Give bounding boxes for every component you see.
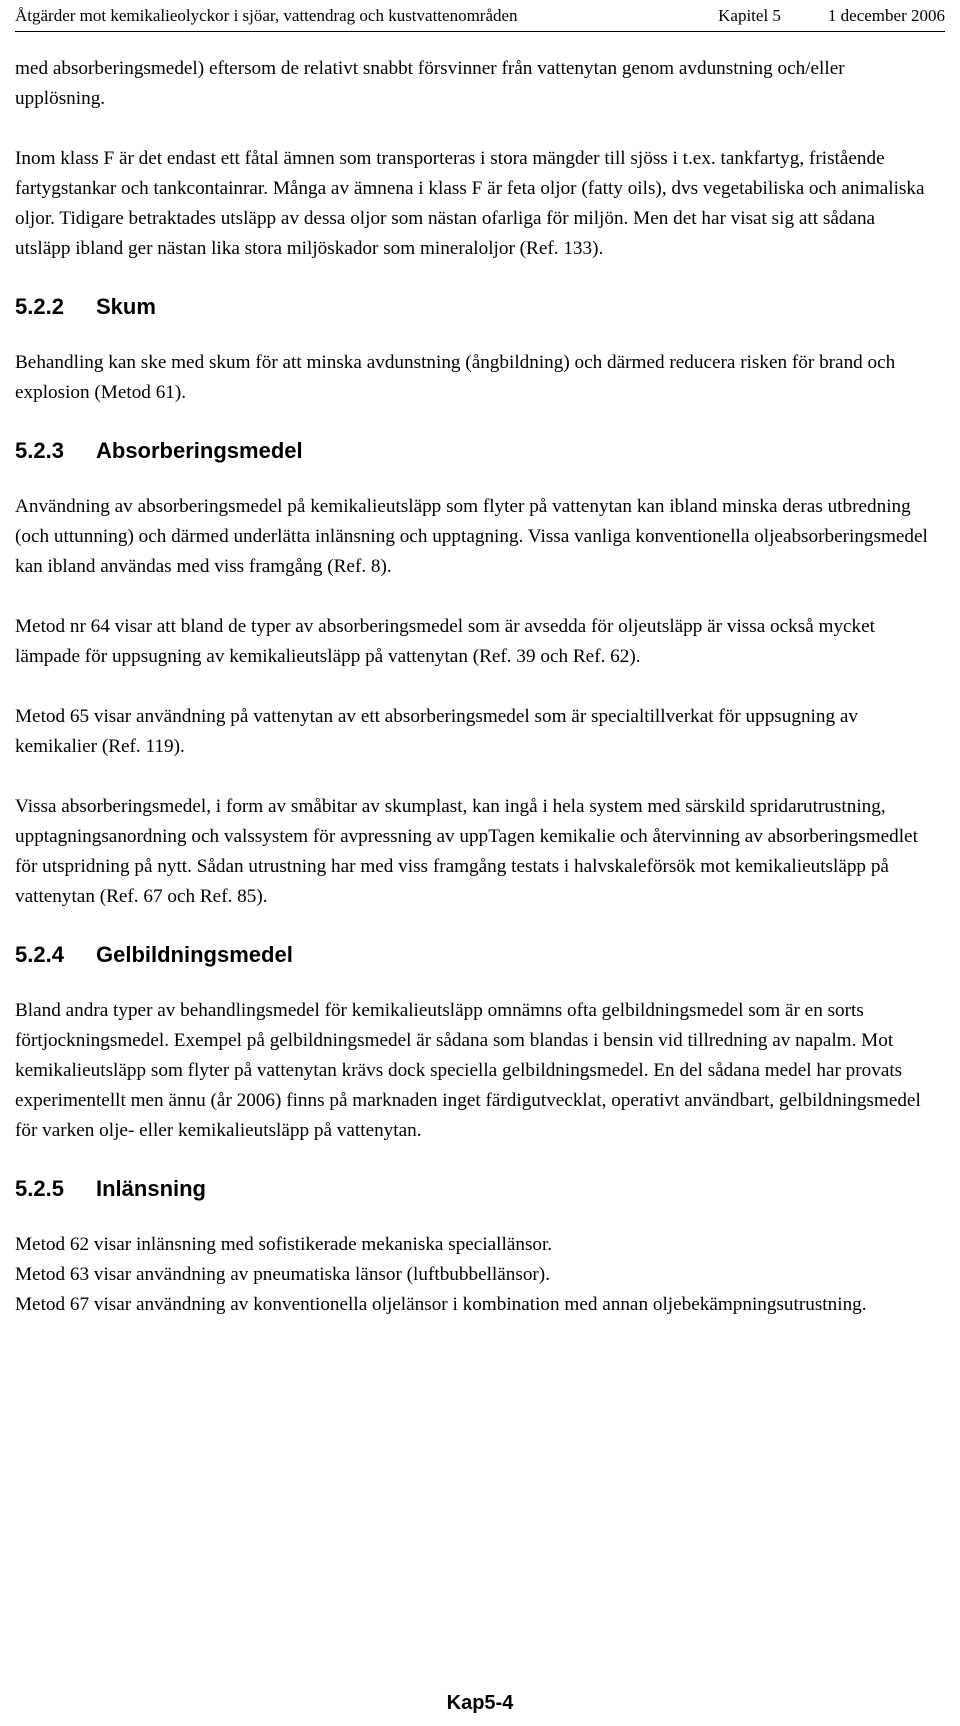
paragraph: Bland andra typer av behandlingsmedel för kemikalieutsläpp omnämns ofta gelbildningsmedel som är en sorts förtjockningsmedel. Exempel på gelbildningsmedel är sådana som blandas i bensin vid tillredning av napalm. Mot kemikalieutsläpp som flyter på vattenytan krävs dock speciella gelbildningsmedel. En del sådana medel har provats experimentellt men ännu (år 2006) finns på marknaden inget färdigutvecklat, operativt användbart, gelbildningsmedel för varken olje- eller kemikalieutsläpp på vattenytan. <box>15 1000 921 1141</box>
body-text <box>15 54 931 1320</box>
paragraph: med absorberingsmedel) eftersom de relativt snabbt försvinner från vattenytan genom avdunstning och/eller upplösning. <box>15 58 845 109</box>
page-header <box>15 2 945 30</box>
paragraph: Metod nr 64 visar att bland de typer av absorberingsmedel som är avsedda för oljeutsläpp är vissa också mycket lämpade för uppsugning av kemikalieutsläpp på vattenytan (Ref. 39 och Ref. 62). <box>15 616 875 667</box>
section-title: Inlänsning <box>96 1176 206 1201</box>
section-number: 5.2.5 <box>15 1176 64 1201</box>
header-document-title: Åtgärder mot kemikalieolyckor i sjöar, vattendrag och kustvattenområden <box>15 6 518 25</box>
section-heading-gelbildningsmedel <box>15 942 931 968</box>
header-divider <box>15 31 945 32</box>
paragraph: Behandling kan ske med skum för att minska avdunstning (ångbildning) och därmed reducera risken för brand och explosion (Metod 61). <box>15 352 896 403</box>
header-chapter: Kapitel 5 <box>718 6 781 25</box>
section-heading-skum <box>15 294 931 320</box>
method-line: Metod 67 visar användning av konventionella oljelänsor i kombination med annan oljebekämpningsutrustning. <box>15 1294 867 1315</box>
section-title: Skum <box>96 294 156 319</box>
paragraph: Användning av absorberingsmedel på kemikalieutsläpp som flyter på vattenytan kan ibland minska deras utbredning (och uttunning) och därmed underlätta inlänsning och upptagning. Vissa vanliga konventionella oljeabsorberingsmedel kan ibland användas med viss framgång (Ref. 8). <box>15 496 928 577</box>
method-line: Metod 63 visar användning av pneumatiska länsor (luftbubbellänsor). <box>15 1264 550 1285</box>
page-number: Kap5-4 <box>446 1692 514 1714</box>
section-title: Gelbildningsmedel <box>96 942 293 967</box>
section-heading-inlansning <box>15 1176 931 1202</box>
paragraph: Metod 65 visar användning på vattenytan av ett absorberingsmedel som är specialtillverkat för uppsugning av kemikalier (Ref. 119). <box>15 706 858 757</box>
paragraph: Inom klass F är det endast ett fåtal ämnen som transporteras i stora mängder till sjöss i t.ex. tankfartyg, fristående fartygstankar och tankcontainrar. Många av ämnena i klass F är feta oljor (fatty oils), dvs vegetabiliska och animaliska oljor. Tidigare betraktades utsläpp av dessa oljor som nästan ofarliga för miljön. Men det har visat sig att sådana utsläpp ibland ger nästan lika stora miljöskador som mineraloljor (Ref. 133). <box>15 148 925 259</box>
section-heading-absorberingsmedel <box>15 438 931 464</box>
section-number: 5.2.4 <box>15 942 64 967</box>
section-number: 5.2.2 <box>15 294 64 319</box>
method-line: Metod 62 visar inlänsning med sofistikerade mekaniska speciallänsor. <box>15 1234 553 1255</box>
section-title: Absorberingsmedel <box>96 438 303 463</box>
paragraph: Vissa absorberingsmedel, i form av småbitar av skumplast, kan ingå i hela system med särskild spridarutrustning, upptagningsanordning och valssystem för avpressning av uppTagen kemikalie och återvinning av absorberingsmedlet för utspridning på nytt. Sådan utrustning har med viss framgång testats i halvskaleförsök mot kemikalieutsläpp på vattenytan (Ref. 67 och Ref. 85). <box>15 796 918 907</box>
header-date: 1 december 2006 <box>827 6 945 25</box>
section-number: 5.2.3 <box>15 438 64 463</box>
